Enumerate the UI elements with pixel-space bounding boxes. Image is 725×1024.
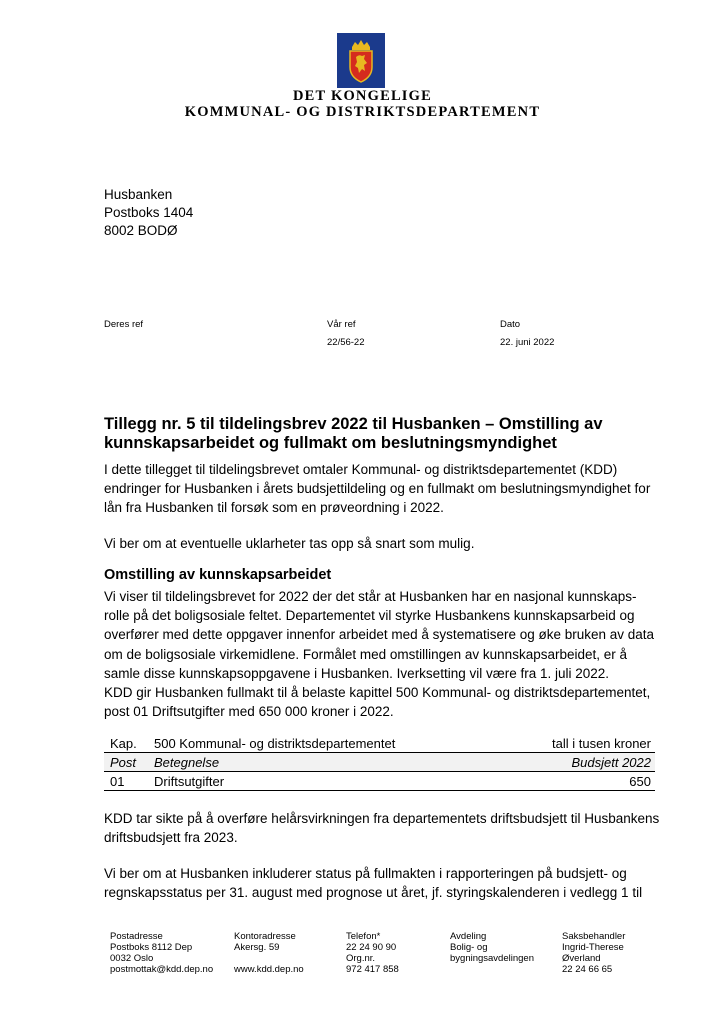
intro-line: lån fra Husbanken til forsøk som en prøveordning i 2022.: [104, 500, 444, 516]
intro-paragraph: [104, 460, 660, 518]
footer-label: Kontoradresse: [234, 931, 296, 942]
footer-value: 972 417 858: [346, 964, 399, 975]
letter-title: [104, 415, 664, 453]
kap-name: 500 Kommunal- og distriktsdepartementet: [148, 734, 502, 753]
row-name: Driftsutgifter: [148, 772, 502, 791]
letter-title-line1: Tillegg nr. 5 til tildelingsbrev 2022 til Husbanken – Omstilling av: [104, 415, 603, 433]
footer-value: Ingrid-Therese: [562, 942, 624, 953]
paragraph-line: regnskapsstatus per 31. august med prognose ut året, jf. styringskalenderen i vedlegg 1 til: [104, 885, 643, 901]
section-line: samle disse kunnskapsoppgavene i Husbanken. Iverksetting vil være fra 1. juli 2022.: [104, 665, 610, 681]
footer-label: Saksbehandler: [562, 931, 626, 942]
table-header-row: [104, 753, 655, 772]
footer-value: Bolig- og: [450, 942, 488, 953]
section-paragraph: [104, 587, 660, 721]
unit-label: tall i tusen kroner: [502, 734, 655, 753]
section-line: rolle på det boligsosiale feltet. Departementet vil styrke Husbankens kunnskapsarbeid og: [104, 608, 635, 624]
budsjett-header: Budsjett 2022: [502, 753, 655, 772]
date-value: 22. juni 2022: [500, 337, 555, 348]
table-row: [104, 734, 655, 753]
row-post: 01: [104, 772, 148, 791]
post-header: Post: [104, 753, 148, 772]
footer-case-officer: [562, 931, 625, 975]
betegnelse-header: Betegnelse: [148, 753, 502, 772]
footer-value: Postboks 8112 Dep: [110, 942, 193, 953]
department-name-line2: KOMMUNAL- OG DISTRIKTSDEPARTEMENT: [184, 104, 541, 120]
footer-label: Avdeling: [450, 931, 487, 942]
footer-website-link[interactable]: www.kdd.dep.no: [234, 964, 304, 975]
footer-department: [450, 931, 534, 964]
intro-line: I dette tillegget til tildelingsbrevet omtaler Kommunal- og distriktsdepartementet (KDD): [104, 462, 618, 477]
department-name-line1: DET KONGELIGE: [292, 88, 433, 104]
section-line: overfører med dette oppgaver innenfor arbeidet med å systematisere og øke bruken av data: [104, 627, 655, 643]
paragraph-line: Vi ber om at Husbanken inkluderer status på fullmakten i rapporteringen på budsjett- og: [104, 866, 627, 881]
paragraph-line: driftsbudsjett fra 2023.: [104, 830, 238, 846]
footer-label: Postadresse: [110, 931, 163, 942]
footer-value: Øverland: [562, 953, 601, 964]
footer-value: 22 24 90 90: [346, 942, 397, 953]
intro-line: endringer for Husbanken i årets budsjettildeling og en fullmakt om beslutningsmyndighet for: [104, 481, 651, 497]
coat-of-arms-logo: [337, 33, 385, 88]
intro-note-line: Vi ber om at eventuelle uklarheter tas opp så snart som mulig.: [104, 536, 475, 551]
date-label: Dato: [500, 319, 521, 330]
section-line: Vi viser til tildelingsbrevet for 2022 der det står at Husbanken har en nasjonal kunnskaps-: [104, 589, 637, 604]
footer-value: 22 24 66 65: [562, 964, 613, 975]
section-line: post 01 Driftsutgifter med 650 000 kroner i 2022.: [104, 704, 394, 720]
intro-note: [104, 534, 660, 553]
footer-value: Akersg. 59: [234, 942, 280, 953]
paragraph-line: KDD tar sikte på å overføre helårsvirkningen fra departementets driftsbudsjett til Husbankens: [104, 811, 660, 826]
footer-email-link[interactable]: postmottak@kdd.dep.no: [110, 964, 214, 975]
letter-title-line2: kunnskapsarbeidet og fullmakt om beslutningsmyndighet: [104, 434, 557, 452]
footer-postal-address: [110, 931, 213, 975]
recipient-address: [104, 186, 193, 240]
section-line: KDD gir Husbanken fullmakt til å belaste kapittel 500 Kommunal- og distriktsdepartementet,: [104, 685, 651, 701]
footer-value: bygningsavdelingen: [450, 953, 534, 964]
budget-table: [104, 734, 655, 791]
table-row: [104, 772, 655, 791]
section-line: om de boligsosiale virkemidlene. Formålet med omstillingen av kunnskapsarbeidet, er å: [104, 646, 628, 662]
footer-value: 0032 Oslo: [110, 953, 154, 964]
footer-office-address: [234, 931, 304, 975]
row-value: 650: [502, 772, 655, 791]
after-table-paragraph1: [104, 809, 660, 847]
after-table-paragraph2: [104, 864, 660, 902]
var-ref-value: 22/56-22: [327, 337, 365, 348]
var-ref-label: Vår ref: [327, 319, 356, 330]
deres-ref-label: Deres ref: [104, 319, 144, 330]
recipient-postcode: 8002 BODØ: [104, 223, 178, 238]
footer-label: Telefon*: [346, 931, 381, 942]
recipient-postbox: Postboks 1404: [104, 205, 194, 220]
footer-phone: [346, 931, 399, 975]
kap-label: Kap.: [104, 734, 148, 753]
recipient-name: Husbanken: [104, 187, 173, 202]
section-heading: Omstilling av kunnskapsarbeidet: [104, 567, 332, 583]
footer-label: Org.nr.: [346, 953, 376, 964]
footer-blank: [234, 953, 304, 964]
